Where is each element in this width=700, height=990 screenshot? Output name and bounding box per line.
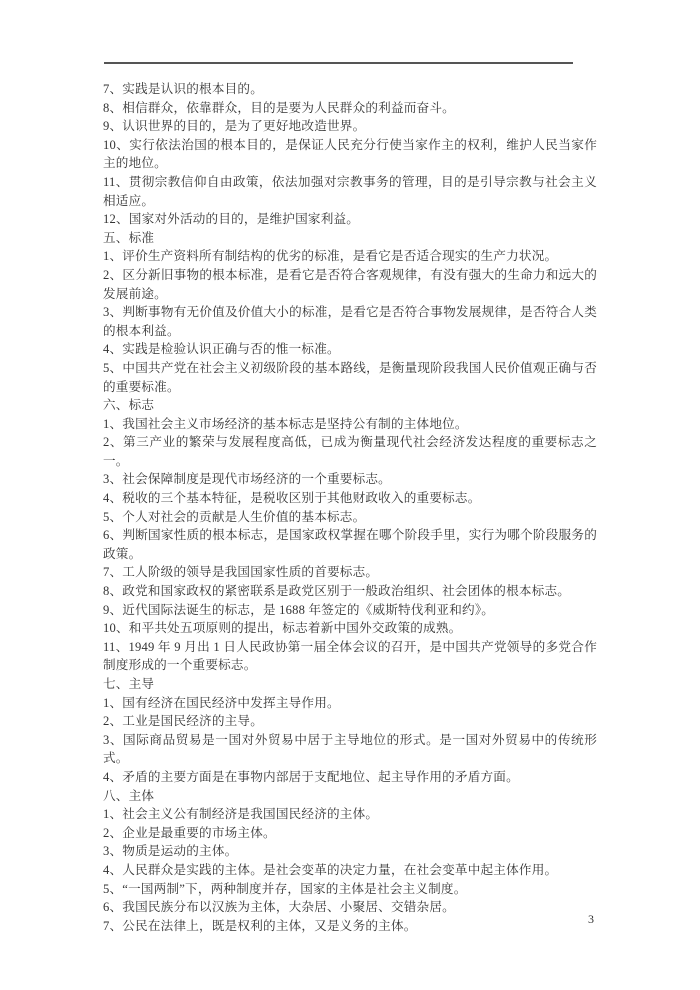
- list-item: 4、矛盾的主要方面是在事物内部居于支配地位、起主导作用的矛盾方面。: [103, 769, 519, 784]
- list-item: 12、国家对外活动的目的，是维护国家利益。: [103, 212, 360, 227]
- list-item: 6、我国民族分布以汉族为主体，大杂居、小聚居、交错杂居。: [103, 900, 455, 915]
- list-item: 3、物质是运动的主体。: [103, 844, 238, 859]
- list-item: 10、实行依法治国的根本目的，是保证人民充分行使当家作主的权利，维护人民当家作主的地位。: [103, 137, 597, 171]
- list-item: 2、区分新旧事物的根本标准，是看它是否符合客观规律，有没有强大的生命力和远大的发展前途。: [103, 267, 597, 301]
- list-item: 9、近代国际法诞生的标志，是 1688 年签定的《威斯特伐利亚和约》。: [103, 602, 495, 617]
- list-item: 10、和平共处五项原则的提出，标志着新中国外交政策的成熟。: [103, 621, 462, 636]
- list-item: 3、国际商品贸易是一国对外贸易中居于主导地位的形式。是一国对外贸易中的传统形式。: [103, 732, 597, 766]
- section-heading: 六、标志: [103, 398, 155, 413]
- list-item: 6、判断国家性质的根本标志，是国家政权掌握在哪个阶段手里，实行为哪个阶段服务的政策。: [103, 528, 597, 561]
- list-item: 1、社会主义公有制经济是我国国民经济的主体。: [103, 807, 379, 822]
- section: [103, 80, 597, 229]
- list-item: 4、实践是检验认识正确与否的惟一标准。: [103, 342, 340, 357]
- list-item: 11、1949 年 9 月出 1 日人民政协第一届全体会议的召开，是中国共产党领导的多党合作制度形成的一个重要标志。: [103, 639, 597, 673]
- list-item: 5、个人对社会的贡献是人生价值的基本标志。: [103, 509, 366, 524]
- list-item: 2、工业是国民经济的主导。: [103, 714, 264, 729]
- list-item: 9、认识世界的目的，是为了更好地改造世界。: [103, 119, 366, 134]
- list-item: 2、第三产业的繁荣与发展程度高低，已成为衡量现代社会经济发达程度的重要标志之一。: [103, 435, 597, 468]
- section: [103, 229, 597, 396]
- list-item: 8、政党和国家政权的紧密联系是政党区别于一般政治组织、社会团体的根本标志。: [103, 584, 571, 599]
- section-heading: 八、主体: [103, 788, 155, 803]
- section: [103, 396, 597, 675]
- list-item: 4、税收的三个基本特征，是税收区别于其他财政收入的重要标志。: [103, 491, 481, 506]
- list-item: 11、贯彻宗教信仰自由政策，依法加强对宗教事务的管理，目的是引导宗教与社会主义相适应。: [103, 174, 597, 208]
- list-item: 7、实践是认识的根本目的。: [103, 82, 264, 96]
- list-item: 3、判断事物有无价值及价值大小的标准，是看它是否符合事物发展规律，是否符合人类的根本利益。: [103, 305, 597, 338]
- document-body: [103, 80, 597, 935]
- section-heading: 五、标准: [103, 230, 155, 245]
- list-item: 7、工人阶级的领导是我国国家性质的首要标志。: [103, 565, 379, 580]
- section: [103, 675, 597, 787]
- list-item: 4、人民群众是实践的主体。是社会变革的决定力量，在社会变革中起主体作用。: [103, 862, 558, 877]
- list-item: 7、公民在法律上，既是权利的主体，又是义务的主体。: [103, 918, 417, 933]
- list-item: 3、社会保障制度是现代市场经济的一个重要标志。: [103, 472, 391, 487]
- list-item: 5、“一国两制”下，两种制度并存，国家的主体是社会主义制度。: [103, 881, 467, 896]
- list-item: 8、相信群众，依靠群众，目的是要为人民群众的利益而奋斗。: [103, 100, 455, 115]
- section-heading: 七、主导: [103, 677, 155, 691]
- header-rule: [104, 62, 573, 64]
- list-item: 1、评价生产资料所有制结构的优劣的标准，是看它是否适合现实的生产力状况。: [103, 249, 558, 264]
- list-item: 1、我国社会主义市场经济的基本标志是坚持公有制的主体地位。: [103, 416, 468, 431]
- list-item: 1、国有经济在国民经济中发挥主导作用。: [103, 695, 340, 710]
- page-number: 3: [588, 912, 594, 926]
- section: [103, 787, 597, 936]
- list-item: 5、中国共产党在社会主义初级阶段的基本路线，是衡量现阶段我国人民价值观正确与否的重要标准。: [103, 360, 597, 394]
- list-item: 2、企业是最重要的市场主体。: [103, 825, 276, 840]
